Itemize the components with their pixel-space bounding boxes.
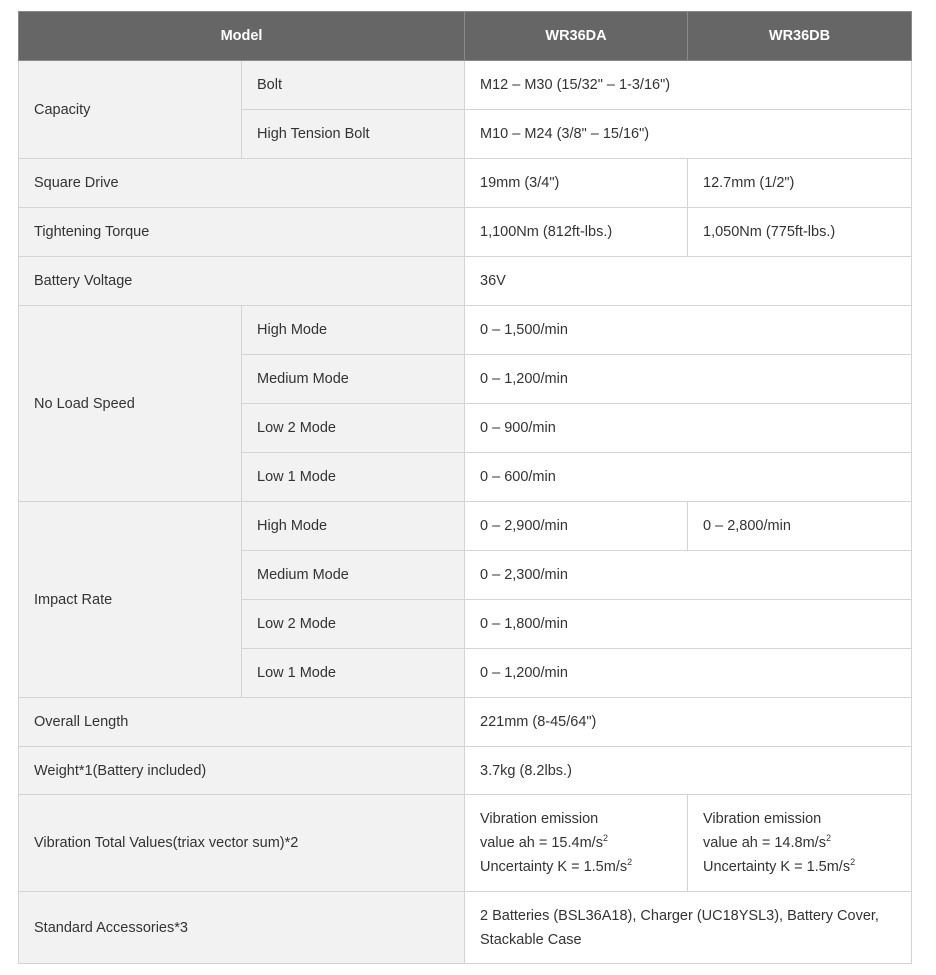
table-row	[19, 208, 912, 257]
accessories-value	[465, 892, 912, 964]
exponent: 2	[825, 833, 831, 844]
nls-medium-value: 0 – 1,200/min	[465, 355, 912, 404]
spec-table	[18, 11, 912, 964]
voltage-value: 36V	[465, 257, 912, 306]
vibration-a-line3: Uncertainty $K = 1.5m/s^2$	[480, 857, 633, 875]
torque-wr36da: 1,100Nm (812ft-lbs.)	[465, 208, 688, 257]
capacity-label: Capacity	[19, 61, 242, 159]
square-drive-wr36da: 19mm (3/4")	[465, 159, 688, 208]
vibration-label: Vibration Total Values(triax vector sum)*2	[19, 795, 465, 892]
header-row	[19, 12, 912, 61]
length-label: Overall Length	[19, 698, 465, 747]
accessories-label: Standard Accessories*3	[19, 892, 465, 964]
ir-low2-label: Low 2 Mode	[242, 600, 465, 649]
table-row	[19, 159, 912, 208]
nls-high-value: 0 – 1,500/min	[465, 306, 912, 355]
table-row	[19, 306, 912, 355]
table-row	[19, 502, 912, 551]
impact-rate-label: Impact Rate	[19, 502, 242, 698]
ir-low1-value: 0 – 1,200/min	[465, 649, 912, 698]
table-row	[19, 698, 912, 747]
bolt-label: Bolt	[242, 61, 465, 110]
weight-label: Weight*1(Battery included)	[19, 747, 465, 795]
voltage-label: Battery Voltage	[19, 257, 465, 306]
nls-low2-label: Low 2 Mode	[242, 404, 465, 453]
accessories-line1: 2 Batteries (BSL36A18), Charger (UC18YSL3), Battery Cover,	[480, 907, 879, 924]
table-row	[19, 795, 912, 892]
nls-low1-value: 0 – 600/min	[465, 453, 912, 502]
ir-medium-label: Medium Mode	[242, 551, 465, 600]
ir-low2-value: 0 – 1,800/min	[465, 600, 912, 649]
ir-high-label: High Mode	[242, 502, 465, 551]
table-row	[19, 61, 912, 110]
ir-high-wr36da: 0 – 2,900/min	[465, 502, 688, 551]
exponent: 2	[850, 857, 856, 868]
weight-value: 3.7kg (8.2lbs.)	[465, 747, 912, 795]
nls-high-label: High Mode	[242, 306, 465, 355]
nls-low1-label: Low 1 Mode	[242, 453, 465, 502]
ir-high-wr36db: 0 – 2,800/min	[688, 502, 912, 551]
torque-label: Tightening Torque	[19, 208, 465, 257]
exponent: 2	[602, 833, 608, 844]
vibration-wr36db	[688, 795, 912, 892]
square-drive-label: Square Drive	[19, 159, 465, 208]
square-drive-wr36db: 12.7mm (1/2")	[688, 159, 912, 208]
no-load-speed-label: No Load Speed	[19, 306, 242, 502]
ir-medium-value: 0 – 2,300/min	[465, 551, 912, 600]
torque-wr36db: 1,050Nm (775ft-lbs.)	[688, 208, 912, 257]
high-tension-bolt-value: M10 – M24 (3/8" – 15/16")	[465, 110, 912, 159]
exponent: 2	[627, 857, 633, 868]
ir-low1-label: Low 1 Mode	[242, 649, 465, 698]
table-row	[19, 747, 912, 795]
vibration-b-line2: value ah = $14.8m/s^2$	[703, 833, 831, 851]
vibration-a-line2: value ah = $15.4m/s^2$	[480, 833, 608, 851]
nls-medium-label: Medium Mode	[242, 355, 465, 404]
vibration-b-line1: Vibration emission	[703, 811, 822, 827]
nls-low2-value: 0 – 900/min	[465, 404, 912, 453]
table-row	[19, 257, 912, 306]
header-model: Model	[19, 12, 465, 61]
vibration-a-line1: Vibration emission	[480, 811, 599, 827]
bolt-value: M12 – M30 (15/32" – 1-3/16")	[465, 61, 912, 110]
accessories-line2: Stackable Case	[480, 931, 582, 948]
length-value: 221mm (8-45/64")	[465, 698, 912, 747]
vibration-wr36da	[465, 795, 688, 892]
header-wr36db: WR36DB	[688, 12, 912, 61]
vibration-b-line3: Uncertainty $K = 1.5m/s^2$	[703, 857, 856, 875]
header-wr36da: WR36DA	[465, 12, 688, 61]
high-tension-bolt-label: High Tension Bolt	[242, 110, 465, 159]
table-row	[19, 892, 912, 964]
